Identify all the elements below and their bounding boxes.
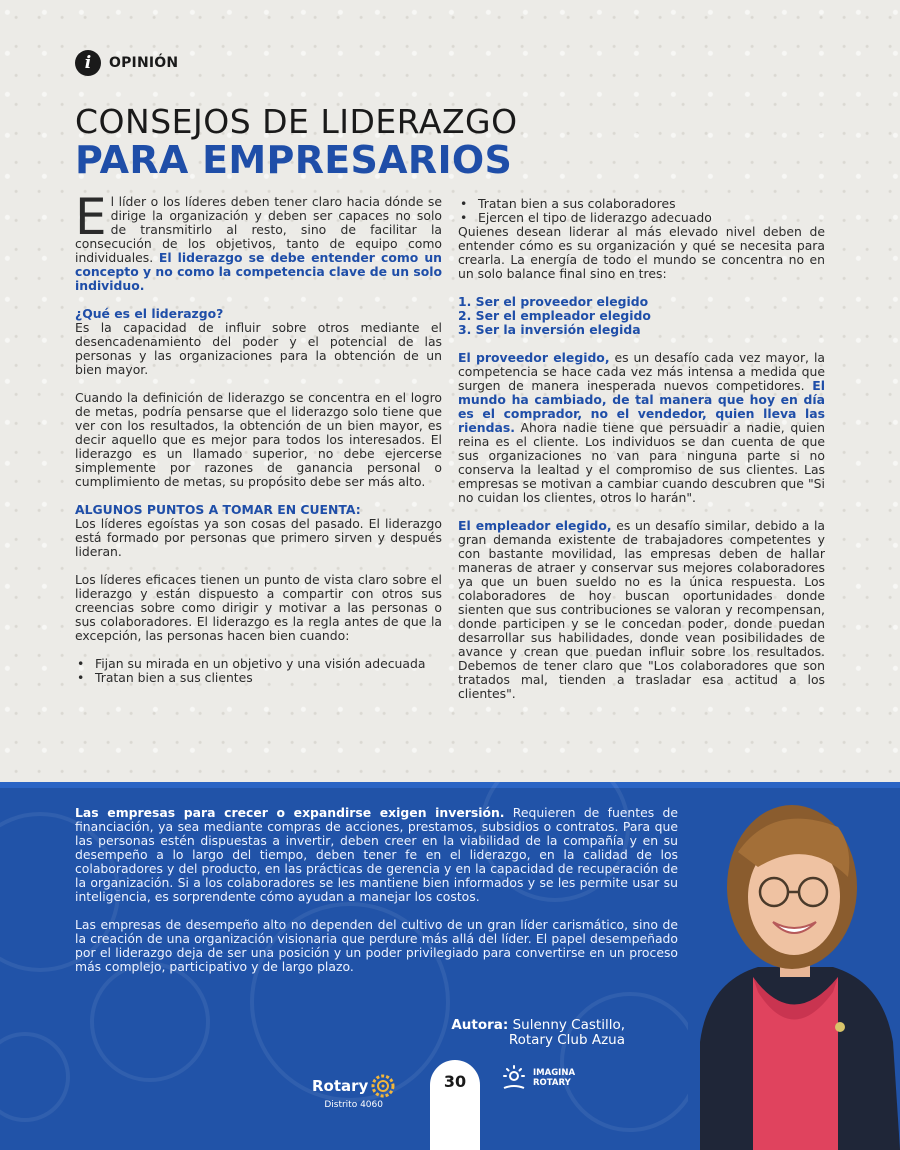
list-item: • Fijan su mirada en un objetivo y una visión adecuada — [75, 657, 442, 671]
definition-text: Es la capacidad de influir sobre otros mediante el desencadenamiento del poder y el potencial de las personas y las organizaciones para la obtención de un bien mayor. — [75, 320, 442, 377]
intro-highlight: El liderazgo se debe entender como un concepto y no como la competencia clave de un solo individuo. — [75, 250, 442, 293]
intro-paragraph — [75, 188, 442, 293]
provider-highlight: El mundo ha cambiado, de tal manera que hoy en día es el comprador, no el vendedor, quien lleva las riendas. — [458, 378, 825, 435]
provider-text-2: Ahora nadie tiene que persuadir a nadie, quien reina es el cliente. Los individuos se dan cuenta de que sus organizaciones no van para ninguna parte si no conserva la lealtad y el compromiso de sus clientes. Las empresas se motivan a cambiar cuando descubren que "Si no cuidan los clientes, otros lo harán". — [458, 420, 825, 505]
investment-text: Requieren de fuentes de financiación, ya sea mediante compras de acciones, prestamos, subsidios o contratos. Para que las personas estén dispuestas a invertir, deben creer en la viabilidad de la compañía y en su desempeño a lo largo del tiempo, deben tener fe en el liderazgo, en la calidad de los colaboradores y del producto, en las prácticas de gerencia y en la capacidad de recuperación de la organización. Si a los colaboradores se les mantiene bien informados y se les permite usar su inteligencia, es sorprendente cómo ayudan a manejar los costos. — [75, 805, 678, 904]
title-line-2: PARA EMPRESARIOS — [75, 138, 513, 182]
imagina-rotary-logo — [500, 1064, 575, 1092]
list-item: 2. Ser el empleador elegido — [458, 308, 651, 323]
author-name: Sulenny Castillo, — [508, 1017, 625, 1033]
right-column — [458, 197, 825, 715]
numbered-list — [458, 295, 825, 337]
investment-paragraph — [75, 806, 678, 904]
info-icon: i — [75, 50, 101, 76]
decorative-swirl — [0, 1032, 70, 1122]
right-bullet-list — [458, 197, 825, 225]
employer-heading: El empleador elegido, — [458, 518, 612, 533]
page-number: 30 — [443, 1072, 467, 1091]
investment-lead: Las empresas para crecer o expandirse exigen inversión. — [75, 805, 505, 820]
rotary-wheel-icon — [371, 1074, 395, 1098]
list-item: 1. Ser el proveedor elegido — [458, 294, 649, 309]
imagina-line-2: ROTARY — [533, 1078, 571, 1088]
points-text: Los líderes egoístas ya son cosas del pasado. El liderazgo está formado por personas que primero sirven y después lideran. — [75, 516, 442, 559]
imagina-sun-icon — [500, 1064, 528, 1092]
author-label: Autora: — [451, 1017, 509, 1033]
author-credit — [451, 1018, 625, 1048]
list-item: • Ejercen el tipo de liderazgo adecuado — [458, 211, 825, 225]
points-block — [75, 503, 442, 559]
band-border — [0, 782, 900, 788]
list-item: • Tratan bien a sus colaboradores — [458, 197, 825, 211]
left-column — [75, 188, 442, 685]
imagina-line-1: IMAGINA — [533, 1068, 576, 1078]
section-tag — [75, 50, 178, 76]
definition-heading: ¿Qué es el liderazgo? — [75, 306, 224, 321]
rotary-logo — [312, 1074, 395, 1110]
list-item: • Tratan bien a sus clientes — [75, 671, 442, 685]
bottom-band — [0, 782, 900, 1150]
list-item: 3. Ser la inversión elegida — [458, 322, 641, 337]
author-club: Rotary Club Azua — [508, 1032, 625, 1048]
drop-cap: E — [75, 188, 107, 246]
provider-heading: El proveedor elegido, — [458, 350, 610, 365]
district-label: Distrito 4060 — [324, 1100, 383, 1110]
page-number-tab — [430, 1060, 480, 1150]
high-performance-paragraph: Las empresas de desempeño alto no dependen del cultivo de un gran líder carismático, sino de la creación de una organización visionaria que perdure más allá del líder. El papel desempeñado por el liderazgo deja de ser una posición y un poder privilegiado para convertirse en un proceso más complejo, participativo y de largo plazo. — [75, 917, 678, 974]
decorative-swirl — [560, 992, 700, 1132]
definition-block — [75, 307, 442, 377]
paragraph-goals: Cuando la definición de liderazgo se concentra en el logro de metas, podría pensarse que el liderazgo solo tiene que ver con los resultados, la obtención de un bien mayor, es decir aquello que es mejor para todos los interesados. El liderazgo es un llamado superior, no debe ejercerse simplemente por razones de ganancia personal o cumplimiento de metas, su propósito debe ser más alto. — [75, 390, 442, 489]
paragraph-employer — [458, 519, 825, 701]
left-bullet-list — [75, 657, 442, 685]
paragraph-provider — [458, 351, 825, 505]
title-line-1: CONSEJOS DE LIDERAZGO — [75, 102, 518, 141]
author-photo — [688, 792, 900, 1150]
section-label: OPINIÓN — [109, 55, 179, 71]
points-heading: ALGUNOS PUNTOS A TOMAR EN CUENTA: — [75, 502, 361, 517]
provider-text-1: es un desafío cada vez mayor, la competencia se hace cada vez más intensa a medida que surgen de manera inesperada nuevos competidores. — [458, 350, 825, 393]
paragraph-effective-leaders: Los líderes eficaces tienen un punto de vista claro sobre el liderazgo y están dispuesto a compartir con otros sus creencias sobre como dirigir y motivar a las personas o sus colaboradores. El liderazgo es la regla antes de que la excepción, las personas hacen bien cuando: — [75, 572, 442, 643]
rotary-name: Rotary — [312, 1077, 369, 1095]
intro-text: l líder o los líderes deben tener claro hacia dónde se dirige la organización y deben ser capaces no solo de transmitirlo al resto, sino de facilitar la consecución de los objetivos, tanto de equipo como individuales. — [75, 194, 442, 265]
paragraph-three-balances: Quienes desean liderar al más elevado nivel deben de entender cómo es su organización y qué se necesita para crearla. La energía de todo el mundo se concentra no en un solo balance final sino en tres: — [458, 224, 825, 281]
bottom-text — [75, 806, 678, 988]
employer-text: es un desafío similar, debido a la gran demanda existente de trabajadores competentes y con bastante movilidad, las empresas deben de hallar maneras de atraer y conservar sus mejores colaboradores ya que un buen sueldo no es la única respuesta. Los colaboradores de hoy buscan oportunidades donde sienten que sus contribuciones se valoran y recompensan, donde participen y se le concedan poder, donde puedan desarrollar sus habilidades, donde vean posibilidades de avance y crean que puedan influir sobre los resultados. Debemos de tener claro que "Los colaboradores que son tratados mal, tienden a trasladar esa actitud a los clientes". — [458, 518, 825, 701]
